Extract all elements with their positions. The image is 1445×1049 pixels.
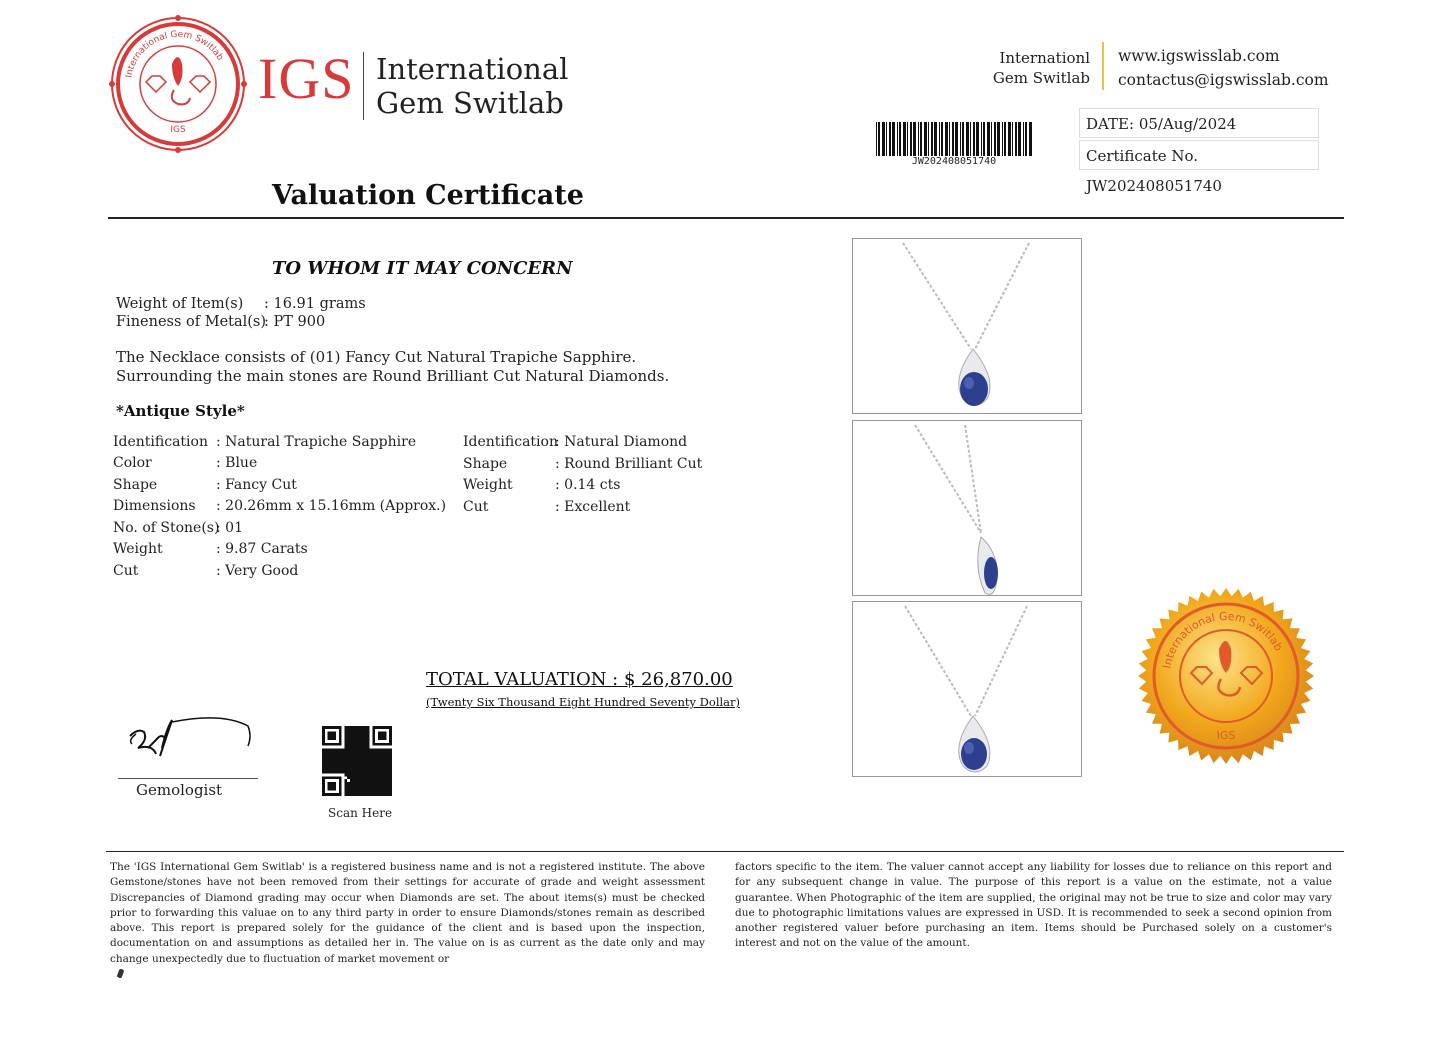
side-stone-value: : Round Brilliant Cut xyxy=(555,456,703,472)
side-stone-value: : Natural Diamond xyxy=(555,434,688,450)
title-rule xyxy=(108,217,1344,219)
logo-ring-text: International Gem Switlab xyxy=(124,29,225,79)
contact-block xyxy=(1118,44,1329,92)
main-stone-value: : Blue xyxy=(216,455,258,471)
email-link[interactable]: contactus@igswisslab.com xyxy=(1118,71,1329,89)
main-stone-label: No. of Stone(s) xyxy=(113,520,220,536)
side-stone-value: : Excellent xyxy=(555,499,631,515)
side-stone-label: Cut xyxy=(463,499,489,515)
item-field-value: : PT 900 xyxy=(264,314,326,330)
side-stone-label: Identification xyxy=(463,434,558,450)
igs-brand-mark: IGS xyxy=(258,46,355,111)
footer-rule xyxy=(106,851,1344,852)
item-field-value: : 16.91 grams xyxy=(264,296,366,312)
main-stone-label: Dimensions xyxy=(113,498,196,514)
company-line2: Gem Switlab xyxy=(992,69,1090,87)
main-stone-value: : 01 xyxy=(216,520,243,536)
side-stone-value: : 0.14 cts xyxy=(555,477,621,493)
total-valuation: TOTAL VALUATION : $ 26,870.00 xyxy=(426,669,733,690)
main-stone-label: Weight xyxy=(113,541,163,557)
company-line1: Internationl xyxy=(999,49,1090,67)
total-valuation-words: (Twenty Six Thousand Eight Hundred Seventy Dollar) xyxy=(426,695,741,709)
scan-here-label: Scan Here xyxy=(328,806,393,820)
website-link[interactable]: www.igswisslab.com xyxy=(1118,47,1280,65)
main-stone-value: : Fancy Cut xyxy=(216,477,297,493)
barcode xyxy=(874,122,1034,156)
gold-seal xyxy=(1137,587,1315,765)
main-stone-label: Shape xyxy=(113,477,158,493)
date-field: DATE: 05/Aug/2024 xyxy=(1079,108,1319,138)
brand-name xyxy=(363,52,568,120)
product-photo-front xyxy=(852,238,1082,414)
brand-name-line2: Gem Switlab xyxy=(376,86,564,120)
item-field-label: Fineness of Metal(s) xyxy=(116,314,267,330)
side-stone-label: Weight xyxy=(463,477,513,493)
salutation: TO WHOM IT MAY CONCERN xyxy=(272,258,573,279)
side-stone-label: Shape xyxy=(463,456,508,472)
document-title: Valuation Certificate xyxy=(272,180,584,211)
main-stone-label: Cut xyxy=(113,563,139,579)
scan-speck xyxy=(117,968,125,978)
main-stone-label: Identification xyxy=(113,434,208,450)
barcode-number: JW202408051740 xyxy=(911,156,997,167)
product-photo-angle xyxy=(852,601,1082,777)
disclaimer-right: factors specific to the item. The valuer cannot accept any liability for losses due to reliance on this report and for any subsequent change in value. The purpose of this report is a value on the estimate, not a value guarantee. When Photographic of the item are supplied, the original may not be true to size and color may vary due to photographic limitations values are expressed in USD. It is recommended to seek a second opinion from another registered valuer before purchasing an item. Items should be Purchased solely on a customer's interest and not on the value of the amount. xyxy=(735,861,1332,950)
certificate-number-field: Certificate No. JW202408051740 xyxy=(1079,140,1319,170)
qr-code[interactable] xyxy=(322,726,392,796)
company-name-block xyxy=(990,48,1090,88)
header-divider xyxy=(1102,42,1104,90)
main-stone-value: : Very Good xyxy=(216,563,299,579)
brand-name-line1: International xyxy=(376,52,569,86)
item-description: The Necklace consists of (01) Fancy Cut Natural Trapiche Sapphire. Surrounding the main stones are Round Brilliant Cut Natural Diamonds. xyxy=(116,348,670,385)
gemologist-label: Gemologist xyxy=(136,781,223,799)
logo-bottom-text: IGS xyxy=(170,125,186,135)
main-stone-label: Color xyxy=(113,455,152,471)
seal-bottom-text: IGS xyxy=(1216,729,1236,742)
igs-logo-emblem xyxy=(108,14,248,154)
item-field-label: Weight of Item(s) xyxy=(116,296,244,312)
disclaimer-left: The 'IGS International Gem Switlab' is a registered business name and is not a registered institute. The above Gemstone/stones have not been removed from their settings for accurate of grade and weight assessment Discrepancies of Diamond grading may occur when Diamonds are set. The about items(s) must be checked prior to forwarding this valuae on to any third party in order to ensure Diamonds/stones remain as described above. This report is prepared solely for the guidance of the client and is based upon the inspection, documentation on and assumptions as detailed her in. The value on is as current as the date only and may change unexpectedly due to fluctuation of market movement or xyxy=(110,861,705,965)
seal-ring-text: International Gem Switlab xyxy=(1160,609,1286,670)
style-label: *Antique Style* xyxy=(116,402,245,420)
main-stone-value: : 20.26mm x 15.16mm (Approx.) xyxy=(216,498,447,514)
product-photo-side xyxy=(852,420,1082,596)
main-stone-value: : Natural Trapiche Sapphire xyxy=(216,434,417,450)
gemologist-signature xyxy=(120,708,260,778)
signature-rule xyxy=(118,778,258,779)
main-stone-value: : 9.87 Carats xyxy=(216,541,308,557)
